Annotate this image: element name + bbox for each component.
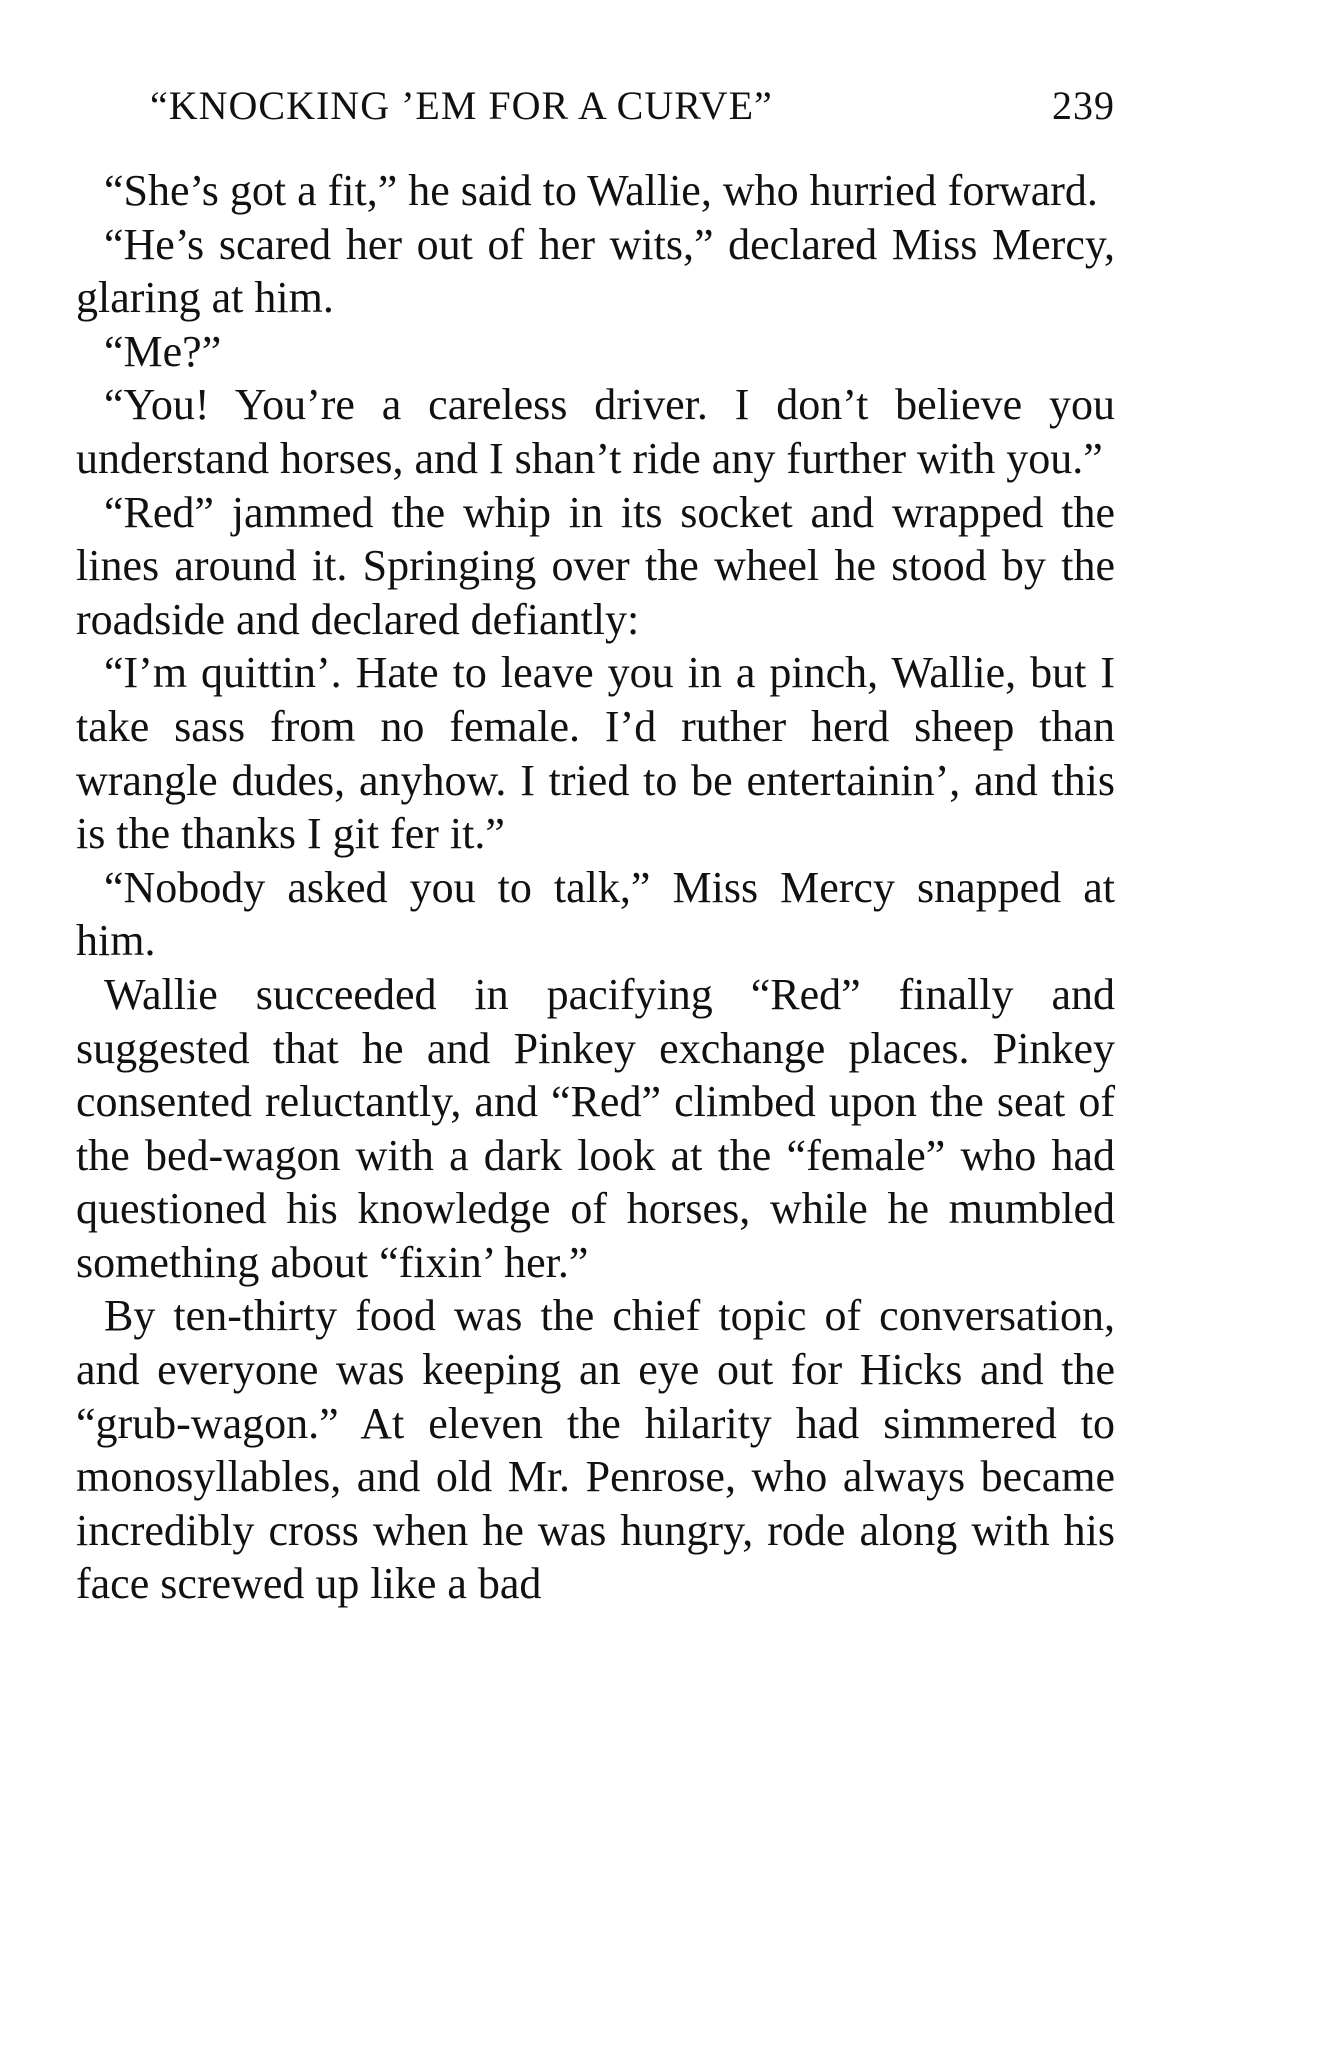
paragraph: “Red” jammed the whip in its socket and wrapped the lines around it. Springing over the wheel he stood by the roadside and declared defiantly: [76,487,1115,644]
page-number: 239 [1052,83,1115,128]
paragraph: “Me?” [104,326,222,376]
running-title: “KNOCKING ’EM FOR A CURVE” [150,83,773,128]
paragraph: By ten-thirty food was the chief topic of conversation, and everyone was keeping an eye out for Hicks and the “grub-wagon.” At eleven the hilarity had simmered to monosyllables, and old Mr. Penrose, who always became incredibly cross when he was hungry, rode along with his face screwed up like a bad [76,1291,1115,1609]
paragraph: “Nobody asked you to talk,” Miss Mercy snapped at him. [76,862,1115,966]
paragraph: “You! You’re a careless driver. I don’t believe you understand horses, and I shan’t ride any further with you.” [76,380,1115,483]
paragraph: “He’s scared her out of her wits,” declared Miss Mercy, glaring at him. [76,219,1115,323]
body-text [76,164,1115,1611]
paragraph: Wallie succeeded in pacifying “Red” finally and suggested that he and Pinkey exchange places. Pinkey consented reluctantly, and “Red” climbed upon the seat of the bed-wagon with a dark look at the “female” who had questioned his knowledge of horses, while he mumbled something about “fixin’ her.” [76,969,1115,1287]
running-head [150,76,1115,136]
paragraph: “She’s got a fit,” he said to Wallie, who hurried forward. [104,166,1098,215]
paragraph: “I’m quittin’. Hate to leave you in a pinch, Wallie, but I take sass from no female. I’d ruther herd sheep than wrangle dudes, anyhow. I tried to be entertainin’, and this is the thanks I git fer it.” [76,648,1115,859]
